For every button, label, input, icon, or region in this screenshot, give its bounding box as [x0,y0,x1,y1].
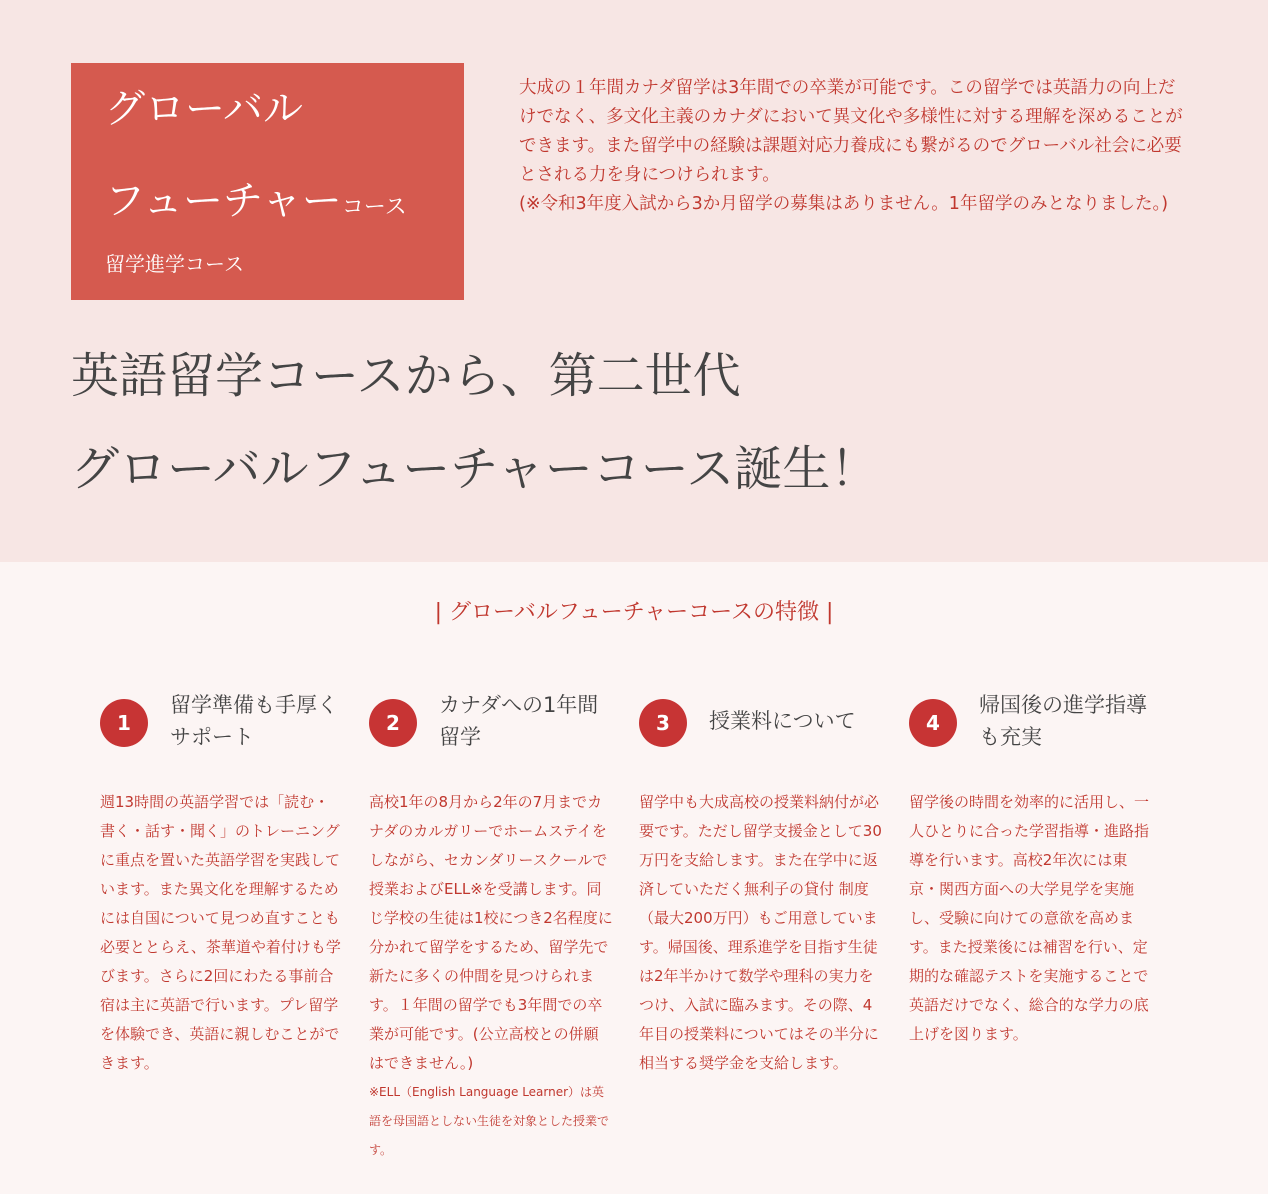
feature-heading: カナダへの1年間留学 [439,693,599,749]
headline [71,330,1191,516]
headline-line1: 英語留学コースから、第二世代 [71,348,741,404]
feature-number-badge: 1 [100,699,148,747]
course-title-main: フューチャー [105,178,342,224]
feature-body-wrap [369,788,613,1165]
features-title: | グローバルフューチャーコースの特徴 | [434,600,834,625]
feature-note: ※ELL（English Language Learner）は英語を母国語としない生徒を対象とした授業です。 [369,1085,610,1157]
feature-number-badge: 3 [639,699,687,747]
feature-body: 留学中も大成高校の授業料納付が必要です。ただし留学支援金として30万円を支給します。また在学中に返済していただく無利子の貸付 制度（最大200万円）もご用意しています。帰国後、理系進学を目指す生徒は2年半かけて数学や理科の実力をつけ、入試に臨みます。その際、4年目の授業料についてはその半分に相当する奨学金を支給します。 [639,793,882,1072]
feature-heading: 留学準備も手厚くサポート [170,693,338,749]
intro-paragraph: 大成の１年間カナダ留学は3年間での卒業が可能です。この留学では英語力の向上だけでなく、多文化主義のカナダにおいて異文化や多様性に対する理解を深めることができます。また留学中の経験は課題対応力養成にも繋がるのでグローバル社会に必要とされる力を身につけられます。 [519,78,1183,185]
feature-body: 留学後の時間を効率的に活用し、一人ひとりに合った学習指導・進路指導を行います。高校2年次には東京・関西方面への大学見学を実施し、受験に向けての意欲を高めます。また授業後には補習を行い、定期的な確認テストを実施することで英語だけでなく、総合的な学力の底上げを図ります。 [909,793,1150,1043]
course-title-line2 [105,178,407,224]
headline-line2: グローバルフューチャーコース誕生！ [71,441,879,497]
feature-number-badge: 4 [909,699,957,747]
intro-text [519,74,1191,219]
intro-note: (※令和3年度入試から3か月留学の募集はありません。1年留学のみとなりました。) [519,194,1169,214]
course-title-box [71,63,464,300]
feature-heading: 帰国後の進学指導も充実 [979,693,1147,749]
feature-body: 週13時間の英語学習では「読む・書く・話す・聞く」のトレーニングに重点を置いた英語学習を実践しています。また異文化を理解するためには自国について見つめ直すことも必要ととらえ、茶華道や着付けも学びます。さらに2回にわたる事前合宿は主に英語で行います。プレ留学を体験でき、英語に親しむことができます。 [100,793,341,1072]
feature-body: 高校1年の8月から2年の7月までカナダのカルガリーでホームステイをしながら、セカンダリースクールで授業およびELL※を受講します。同じ学校の生徒は1校につき2名程度に分かれて留学をするため、留学先で新たに多くの仲間を見つけられます。１年間の留学でも3年間での卒業が可能です。(公立高校との併願はできません。) [369,793,613,1072]
course-title-suffix: コース [341,195,407,220]
feature-heading: 授業料について [709,709,856,733]
course-title-line1: グローバル [105,86,303,132]
feature-number-badge: 2 [369,699,417,747]
course-subtitle: 留学進学コース [105,252,244,276]
